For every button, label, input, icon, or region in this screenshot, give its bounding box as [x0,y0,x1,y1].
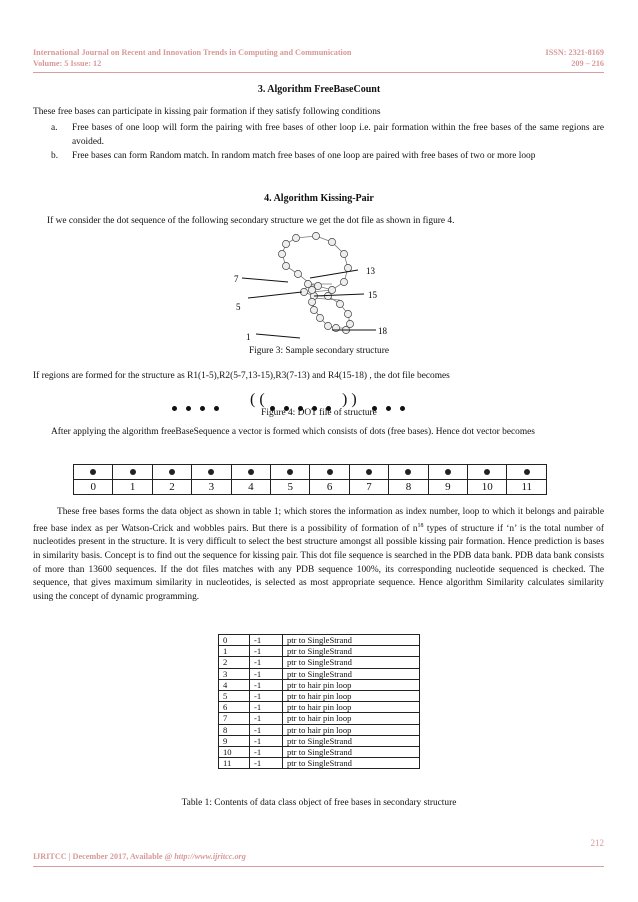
exponent: 18 [417,522,424,529]
table-row [219,657,420,668]
table-row [219,635,420,646]
dot-row [74,465,547,480]
nucleotides [278,232,353,333]
table-row [219,690,420,701]
body-part-2: types of structure if ‘n’ is the total number of nucleotides present in the structure. It is very difficult to select the best structure amongst all possible kissing pair formation. Hence prediction is bases in similarity basis. Concept is to find out the sequence for kissing pair. This dot file sequence is searched in the PDB data bank. PDB data bank consists of more than 13600 sequences. If the dot files matches with any PDB sequence 100%, its corresponding nucleotide sequenced is checked. The sequence, that gives maximum similarity in nucleotides, is selected as most appropriate sequence. Hence algorithm Similarity calculates similarity using the concept of dynamic programming. [33,523,604,602]
row-loop: -1 [250,668,283,679]
index-row [74,480,547,495]
condition-b-text: Free bases can form Random match. In random match free bases of one loop are paired with free bases of two or more loop [72,151,536,161]
section-4-title: 4. Algorithm Kissing-Pair [264,193,374,204]
row-index: 0 [219,635,250,646]
table-row [219,646,420,657]
table-row [219,758,420,769]
row-loop: -1 [250,657,283,668]
row-loop: -1 [250,646,283,657]
row-index: 10 [219,746,250,757]
vector-index: 0 [74,480,113,495]
table-row [219,746,420,757]
row-loop: -1 [250,702,283,713]
condition-b-marker: b. [51,151,59,161]
footer-journal: IJRITCC | December 2017, Available @ [33,852,175,861]
footer-reference [33,852,246,861]
condition-a-marker: a. [51,123,58,133]
backbone-lines [282,236,350,328]
table-1-caption: Table 1: Contents of data class object of free bases in secondary structure [181,798,457,808]
section-3-intro: These free bases can participate in kissing pair formation if they satisfy following conditions [33,107,381,117]
figure-3-caption: Figure 3: Sample secondary structure [248,346,390,356]
vector-index: 4 [231,480,270,495]
table-row [219,702,420,713]
vector-index: 1 [113,480,152,495]
vector-index: 11 [507,480,547,495]
row-loop: -1 [250,735,283,746]
vector-index: 9 [428,480,467,495]
header-rule [33,72,604,73]
footer-rule [33,866,604,867]
row-pointer: ptr to hair pin loop [283,679,420,690]
table-row [219,724,420,735]
journal-title: International Journal on Recent and Innovation Trends in Computing and Communication [33,48,352,57]
section-3-title: 3. Algorithm FreeBaseCount [257,84,381,95]
figure-4-caption: Figure 4: DOT file of structure [261,408,377,418]
table-row [219,735,420,746]
row-loop: -1 [250,746,283,757]
vector-index: 10 [468,480,507,495]
body-paragraph [33,506,604,604]
row-index: 5 [219,690,250,701]
row-index: 8 [219,724,250,735]
vector-index: 8 [389,480,428,495]
vector-index: 3 [192,480,231,495]
label-1: 1 [246,332,251,342]
footer-url[interactable]: http://www.ijritcc.org [174,852,246,861]
condition-a [51,122,604,149]
row-pointer: ptr to SingleStrand [283,758,420,769]
open-parens: ( ( [250,391,265,408]
vector-index: 5 [271,480,310,495]
volume-issue: Volume: 5 Issue: 12 [33,59,102,68]
row-index: 6 [219,702,250,713]
page-range: 209 – 216 [571,59,604,68]
row-index: 7 [219,713,250,724]
row-index: 2 [219,657,250,668]
page-number: 212 [590,838,604,848]
table-row [219,679,420,690]
issn: ISSN: 2321-8169 [545,48,604,57]
row-index: 9 [219,735,250,746]
row-pointer: ptr to hair pin loop [283,724,420,735]
row-pointer: ptr to SingleStrand [283,746,420,757]
label-5: 5 [236,302,241,312]
row-loop: -1 [250,679,283,690]
label-15: 15 [368,290,377,300]
row-pointer: ptr to SingleStrand [283,657,420,668]
after-text: After applying the algorithm freeBaseSequence a vector is formed which consists of dots (free bases). Hence dot vector becomes [51,427,535,437]
body-part-1: These free bases forms the data object as shown in table 1; which stores the information as index number, loop to which it belongs and pairable free base index as per Watson-Crick and wobbles pairs. But there is a possibility of formation of n [33,507,604,534]
row-loop: -1 [250,690,283,701]
vector-index: 7 [349,480,388,495]
row-pointer: ptr to SingleStrand [283,735,420,746]
label-7: 7 [234,274,239,284]
row-pointer: ptr to SingleStrand [283,646,420,657]
section-4-intro: If we consider the dot sequence of the following secondary structure we get the dot file as shown in figure 4. [47,216,455,226]
table-row [219,668,420,679]
row-index: 11 [219,758,250,769]
vector-index: 2 [152,480,191,495]
label-13: 13 [366,266,375,276]
label-18: 18 [378,326,387,336]
row-pointer: ptr to hair pin loop [283,690,420,701]
free-bases-table [218,634,420,769]
row-pointer: ptr to SingleStrand [283,668,420,679]
row-loop: -1 [250,758,283,769]
row-pointer: ptr to SingleStrand [283,635,420,646]
condition-b [51,150,604,164]
table-row [219,713,420,724]
row-loop: -1 [250,724,283,735]
vector-index: 6 [310,480,349,495]
row-pointer: ptr to hair pin loop [283,702,420,713]
regions-text: If regions are formed for the structure as R1(1-5),R2(5-7,13-15),R3(7-13) and R4(15-18) , the dot file becomes [33,371,450,381]
dot-vector-table [73,464,547,495]
row-loop: -1 [250,635,283,646]
row-loop: -1 [250,713,283,724]
row-index: 3 [219,668,250,679]
row-index: 1 [219,646,250,657]
row-pointer: ptr to hair pin loop [283,713,420,724]
close-parens: ) ) [342,391,357,408]
secondary-structure-figure [228,232,408,344]
condition-a-text: Free bases of one loop will form the pairing with free bases of other loop i.e. pair formation within the free bases of the same regions are avoided. [72,123,604,147]
row-index: 4 [219,679,250,690]
